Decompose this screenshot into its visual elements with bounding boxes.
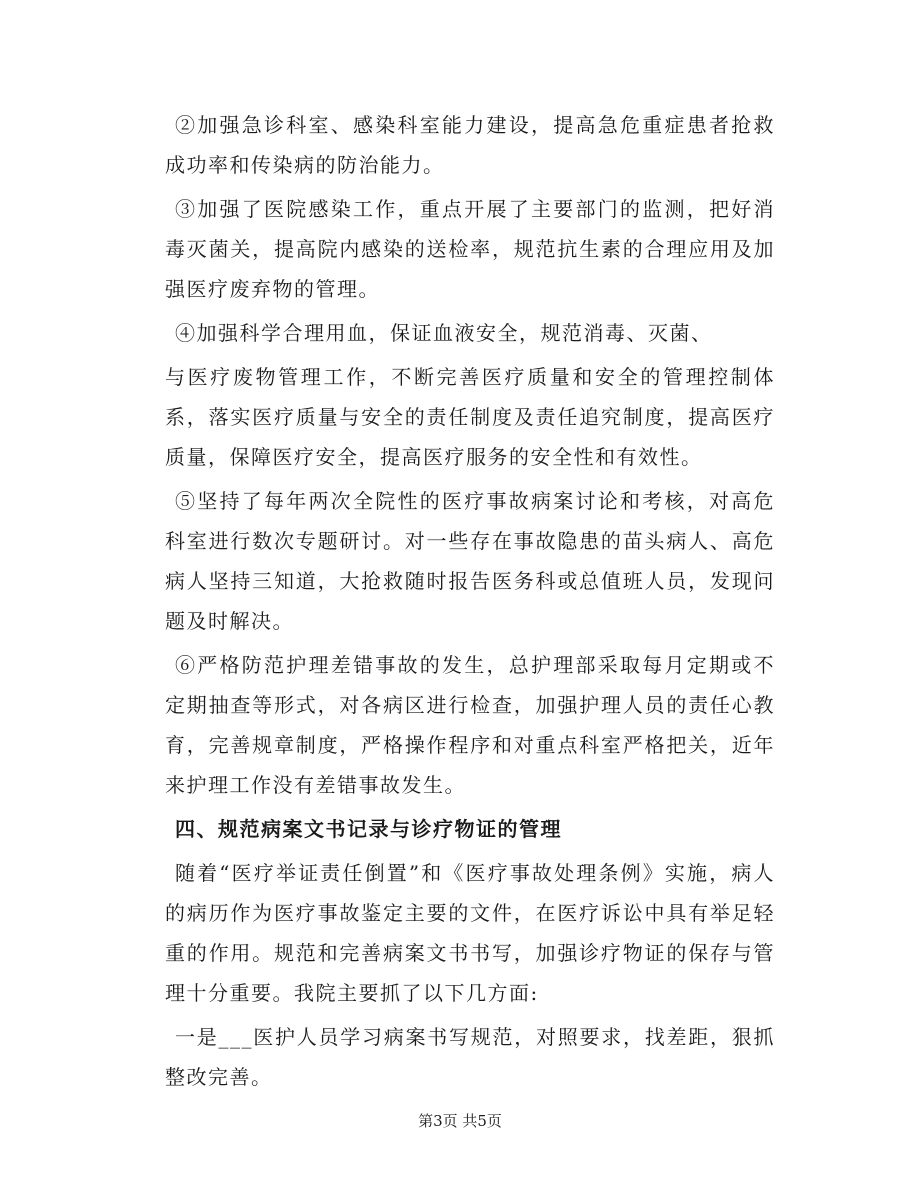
paragraph-emergency-infection: ②加强急诊科室、感染科室能力建设，提高急危重症患者抢救成功率和传染病的防治能力。	[165, 113, 775, 177]
paragraph-waste-management: 与医疗废物管理工作，不断完善医疗质量和安全的管理控制体系，落实医疗质量与安全的责任制度及责任追究制度，提高医疗质量，保障医疗安全，提高医疗服务的安全性和有效性。	[165, 365, 775, 469]
page-number-footer: 第3页 共5页	[418, 1112, 502, 1130]
paragraph-hospital-infection: ③加强了医院感染工作，重点开展了主要部门的监测，把好消毒灭菌关，提高院内感染的送检率，规范抗生素的合理应用及加强医疗废弃物的管理。	[165, 197, 775, 301]
paragraph-nursing-errors: ⑥严格防范护理差错事故的发生，总护理部采取每月定期或不定期抽查等形式，对各病区进行检查，加强护理人员的责任心教育，完善规章制度，严格操作程序和对重点科室严格把关，近年来护理工作没有差错事故发生。	[165, 653, 775, 797]
paragraph-case-discussion: ⑤坚持了每年两次全院性的医疗事故病案讨论和考核，对高危科室进行数次专题研讨。对一些存在事故隐患的苗头病人、高危病人坚持三知道，大抢救随时报告医务科或总值班人员，发现问题及时解决。	[165, 489, 775, 633]
document-body	[165, 105, 775, 1101]
section-heading: 四、规范病案文书记录与诊疗物证的管理	[175, 817, 562, 841]
paragraph-medical-records: 随着“医疗举证责任倒置”和《医疗事故处理条例》实施，病人的病历作为医疗事故鉴定主要的文件，在医疗诉讼中具有举足轻重的作用。规范和完善病案文书书写，加强诊疗物证的保存与管理十分重要。我院主要抓了以下几方面:	[165, 861, 775, 1005]
paragraph-first-measure: 一是___医护人员学习病案书写规范，对照要求，找差距，狠抓整改完善。	[165, 1025, 775, 1089]
paragraph-blood-safety: ④加强科学合理用血，保证血液安全，规范消毒、灭菌、	[175, 321, 713, 345]
